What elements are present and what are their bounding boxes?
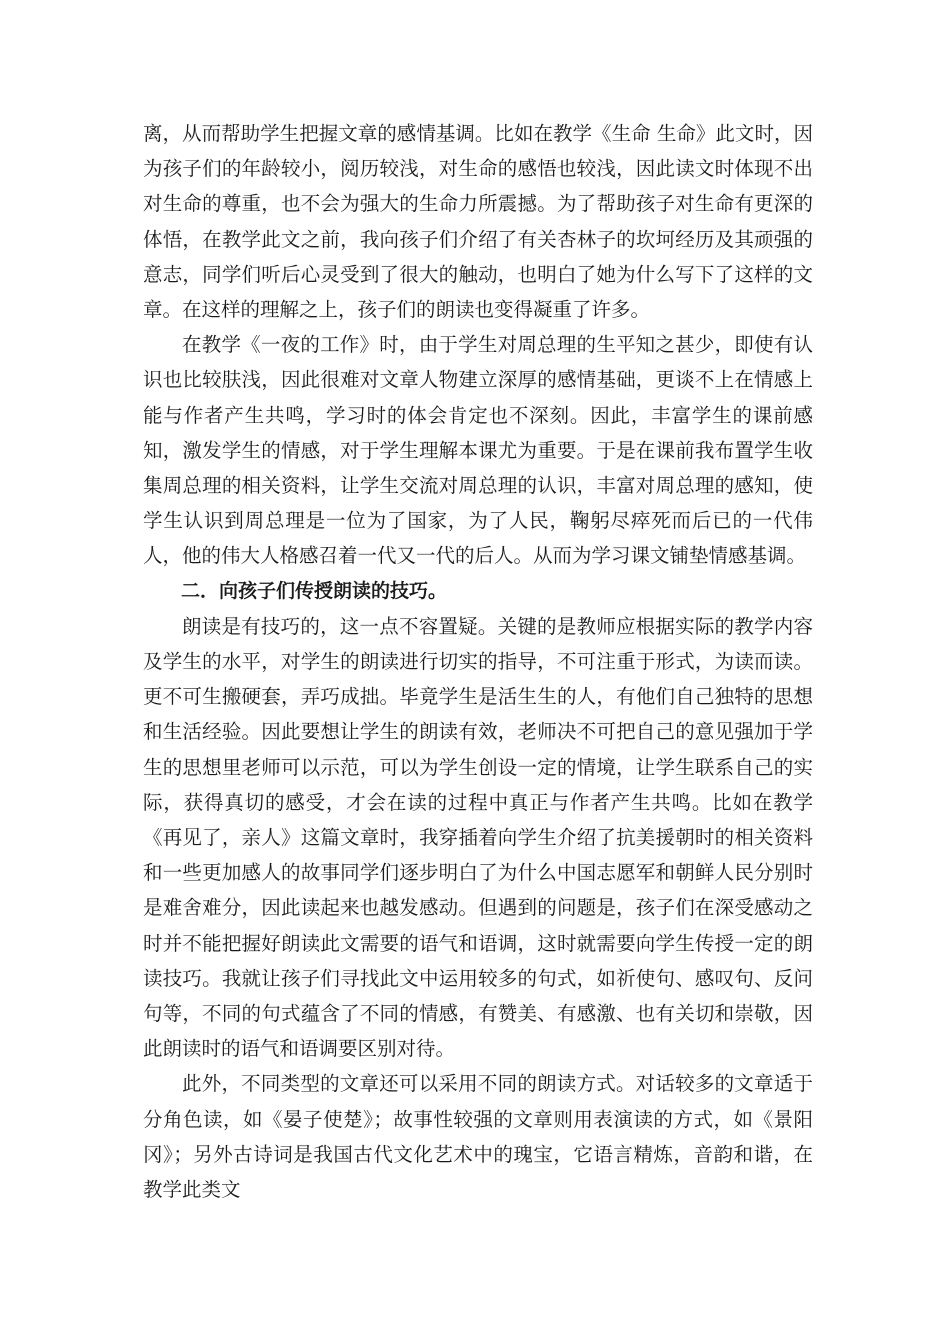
- document-body: [143, 116, 813, 1207]
- paragraph-reading-skills: 朗读是有技巧的，这一点不容置疑。关键的是教师应根据实际的教学内容及学生的水平，对学生的朗读进行切实的指导，不可注重于形式，为读而读。更不可生搬硬套，弄巧成拙。毕竟学生是活生生的人，有他们自己独特的思想和生活经验。因此要想让学生的朗读有效，老师决不可把自己的意见强加于学生的思想里老师可以示范，可以为学生创设一定的情境，让学生联系自己的实际，获得真切的感受，才会在读的过程中真正与作者产生共鸣。比如在教学《再见了，亲人》这篇文章时，我穿插着向学生介绍了抗美援朝时的相关资料和一些更加感人的故事同学们逐步明白了为什么中国志愿军和朝鲜人民分别时是难舍难分，因此读起来也越发感动。但遇到的问题是，孩子们在深受感动之时并不能把握好朗读此文需要的语气和语调，这时就需要向学生传授一定的朗读技巧。我就让孩子们寻找此文中运用较多的句式，如祈使句、感叹句、反问句等，不同的句式蕴含了不同的情感，有赞美、有感激、也有关切和崇敬，因此朗读时的语气和语调要区别对待。: [143, 614, 813, 1061]
- paragraph-continuation: 离，从而帮助学生把握文章的感情基调。比如在教学《生命 生命》此文时，因为孩子们的年龄较小，阅历较浅，对生命的感悟也较浅，因此读文时体现不出对生命的尊重，也不会为强大的生命力所震撼。为了帮助孩子对生命有更深的体悟，在教学此文之前，我向孩子们介绍了有关杏林子的坎坷经历及其顽强的意志，同学们听后心灵受到了很大的触动，也明白了她为什么写下了这样的文章。在这样的理解之上，孩子们的朗读也变得凝重了许多。: [143, 122, 813, 322]
- paragraph-reading-methods: 此外，不同类型的文章还可以采用不同的朗读方式。对话较多的文章适于分角色读，如《晏子使楚》；故事性较强的文章则用表演读的方式，如《景阳冈》；另外古诗词是我国古代文化艺术中的瑰宝，它语言精炼，音韵和谐，在教学此类文: [143, 1072, 813, 1202]
- section-heading: 二．向孩子们传授朗读的技巧。: [181, 579, 448, 602]
- paragraph-night-work: 在教学《一夜的工作》时，由于学生对周总理的生平知之甚少，即使有认识也比较肤浅，因此很难对文章人物建立深厚的感情基础，更谈不上在情感上能与作者产生共鸣，学习时的体会肯定也不深刻。因此，丰富学生的课前感知，激发学生的情感，对于学生理解本课尤为重要。于是在课前我布置学生收集周总理的相关资料，让学生交流对周总理的认识，丰富对周总理的感知，使学生认识到周总理是一位为了国家，为了人民，鞠躬尽瘁死而后已的一代伟人，他的伟大人格感召着一代又一代的后人。从而为学习课文铺垫情感基调。: [143, 333, 813, 568]
